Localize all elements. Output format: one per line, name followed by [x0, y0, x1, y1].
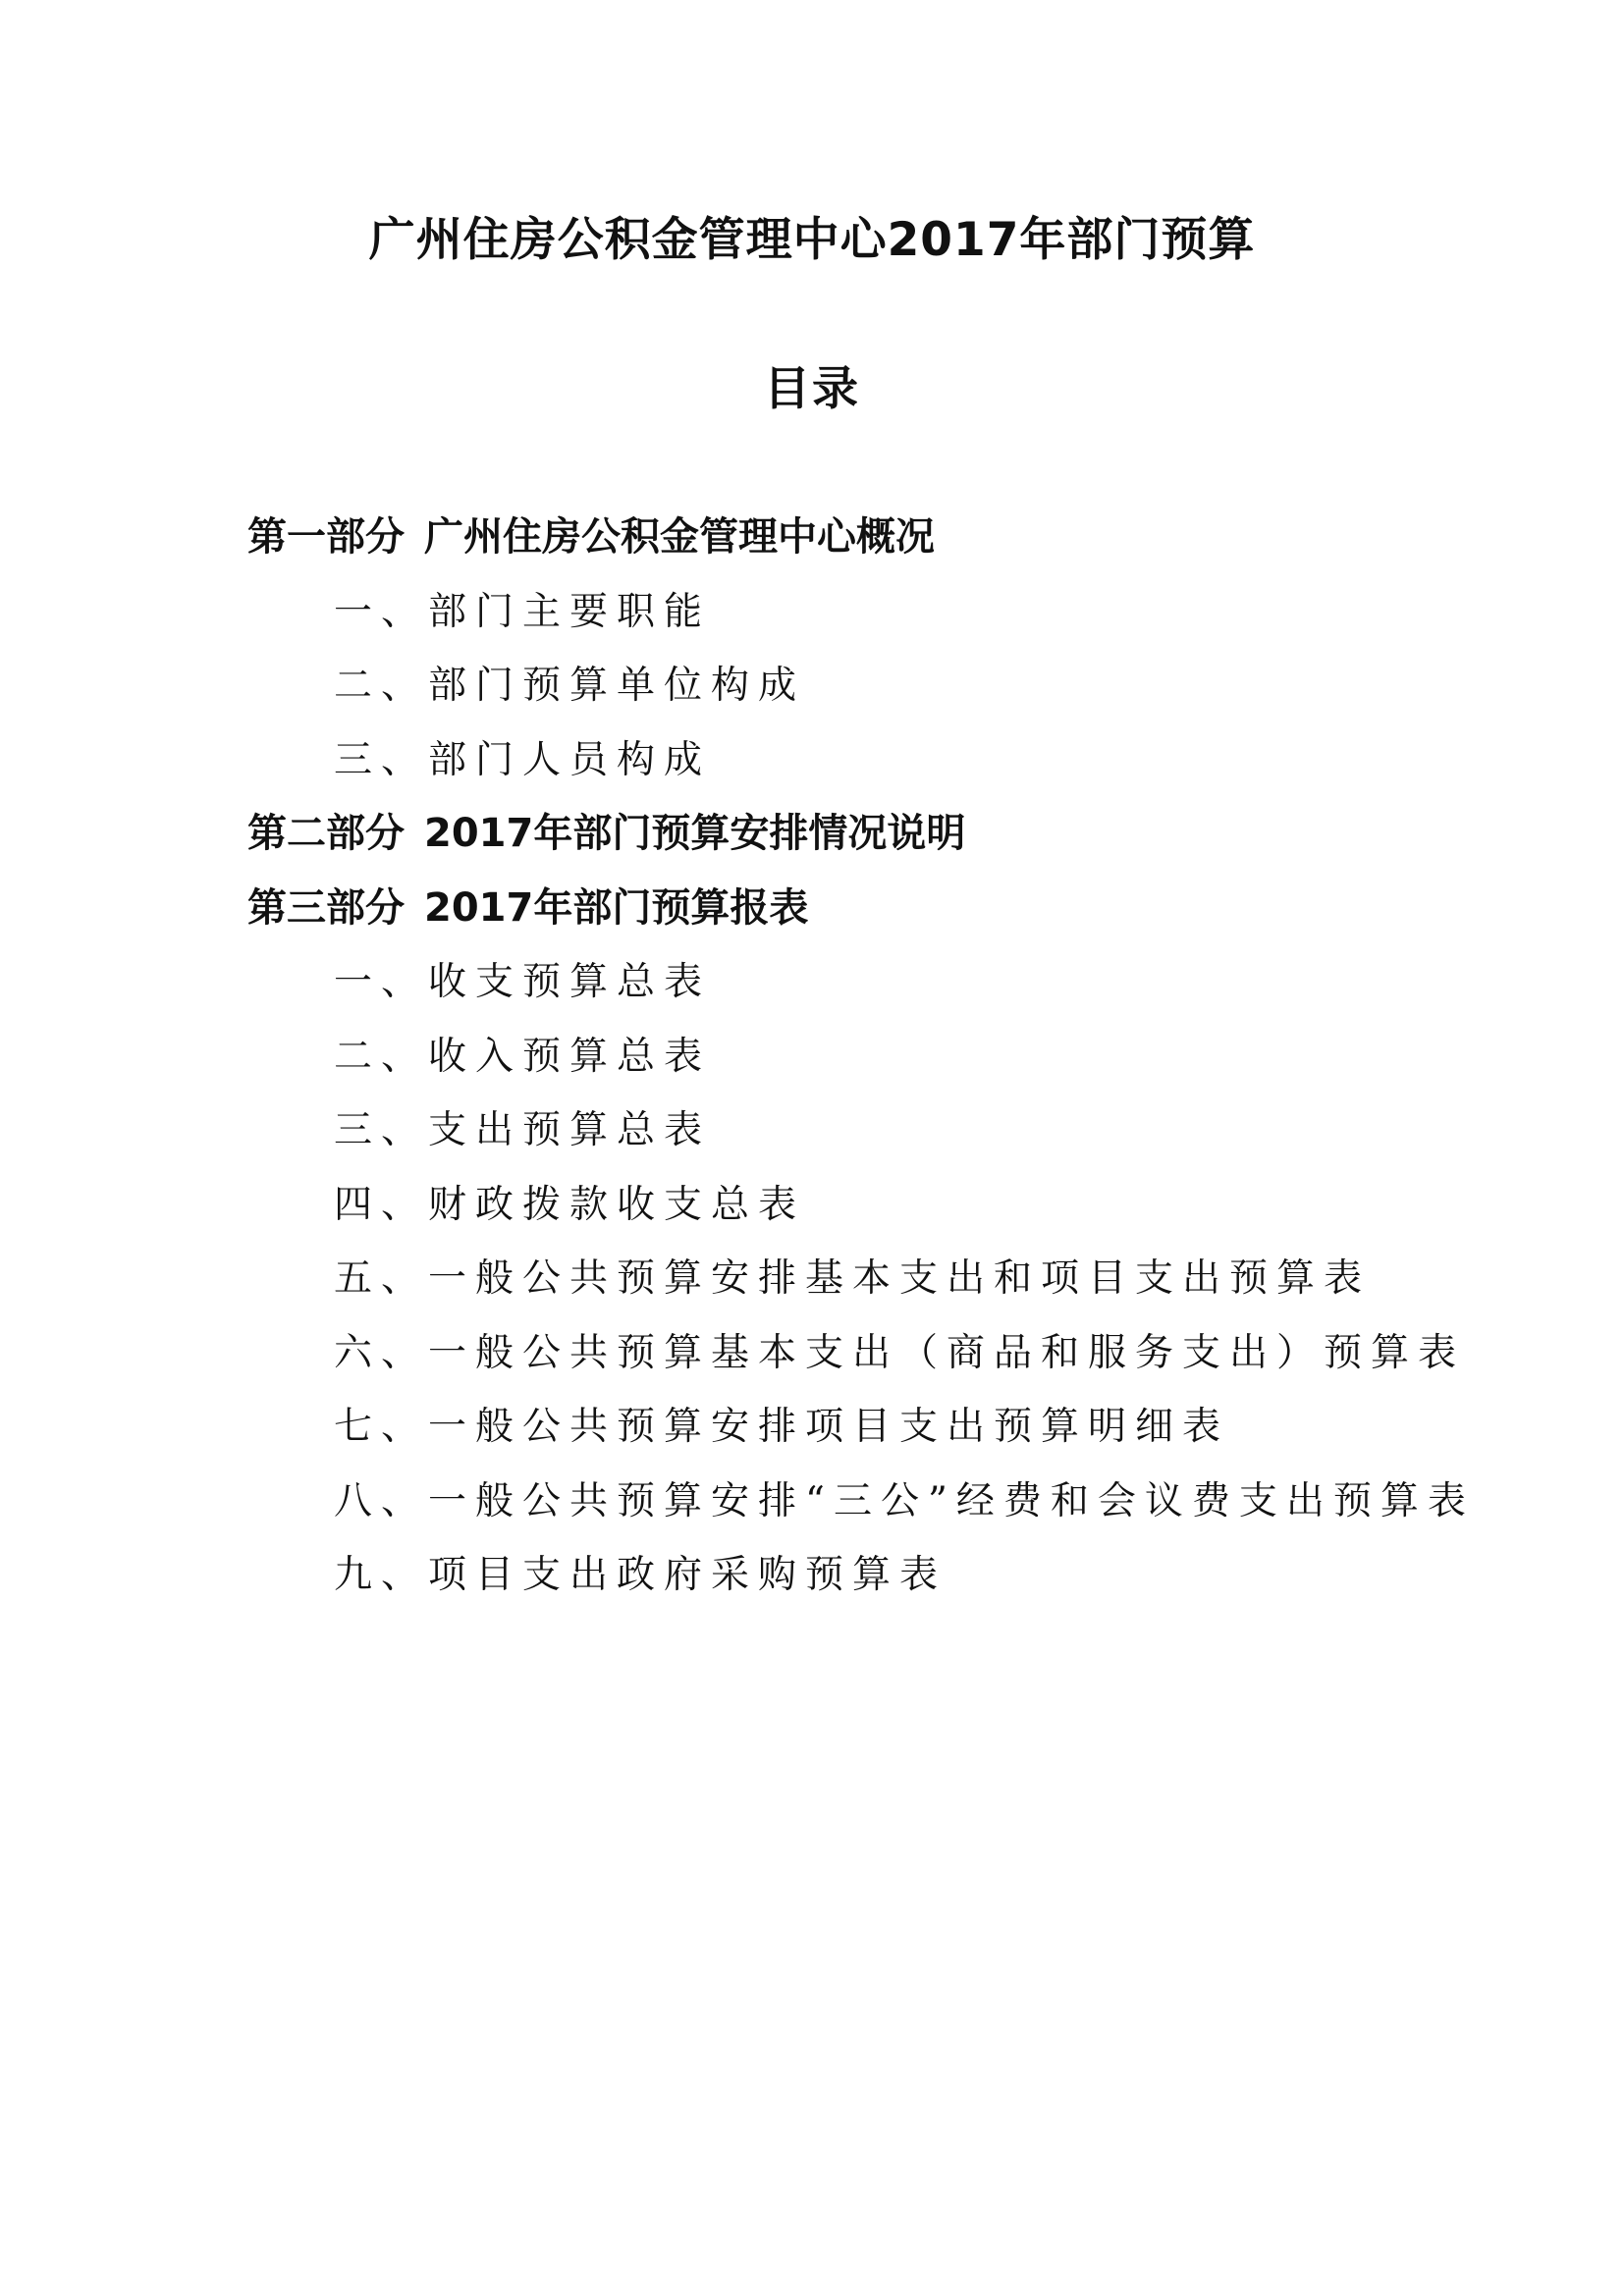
- table-of-contents: [247, 501, 1475, 1613]
- toc-item: 五、一般公共预算安排基本支出和项目支出预算表: [334, 1256, 1372, 1301]
- toc-part-label: 第三部分: [247, 884, 405, 931]
- toc-part-1: [247, 501, 1475, 575]
- toc-item: 二、收入预算总表: [334, 1034, 712, 1079]
- toc-part-label: 第一部分: [247, 514, 405, 560]
- toc-item: 八、一般公共预算安排“三公”经费和会议费支出预算表: [334, 1478, 1475, 1523]
- toc-item: 四、财政拨款收支总表: [334, 1182, 806, 1227]
- toc-part-2: [247, 797, 1475, 872]
- toc-part-title: 2017年部门预算安排情况说明: [424, 811, 966, 856]
- toc-item: 二、部门预算单位构成: [334, 664, 806, 708]
- toc-item: 七、一般公共预算安排项目支出预算明细表: [334, 1405, 1230, 1449]
- toc-part-title: 2017年部门预算报表: [424, 884, 809, 931]
- toc-item: 一、部门主要职能: [334, 589, 712, 634]
- toc-part-3: [247, 872, 1475, 946]
- toc-heading: 目录: [764, 362, 860, 416]
- toc-part-title: 广州住房公积金管理中心概况: [424, 514, 935, 560]
- toc-part-label: 第二部分: [247, 811, 405, 856]
- toc-item: 一、收支预算总表: [334, 960, 712, 1004]
- toc-item: 六、一般公共预算基本支出（商品和服务支出）预算表: [334, 1330, 1466, 1375]
- toc-item: 九、项目支出政府采购预算表: [334, 1553, 947, 1597]
- toc-item: 三、部门人员构成: [334, 737, 712, 782]
- toc-item: 三、支出预算总表: [334, 1108, 712, 1152]
- document-title: 广州住房公积金管理中心2017年部门预算: [368, 213, 1256, 267]
